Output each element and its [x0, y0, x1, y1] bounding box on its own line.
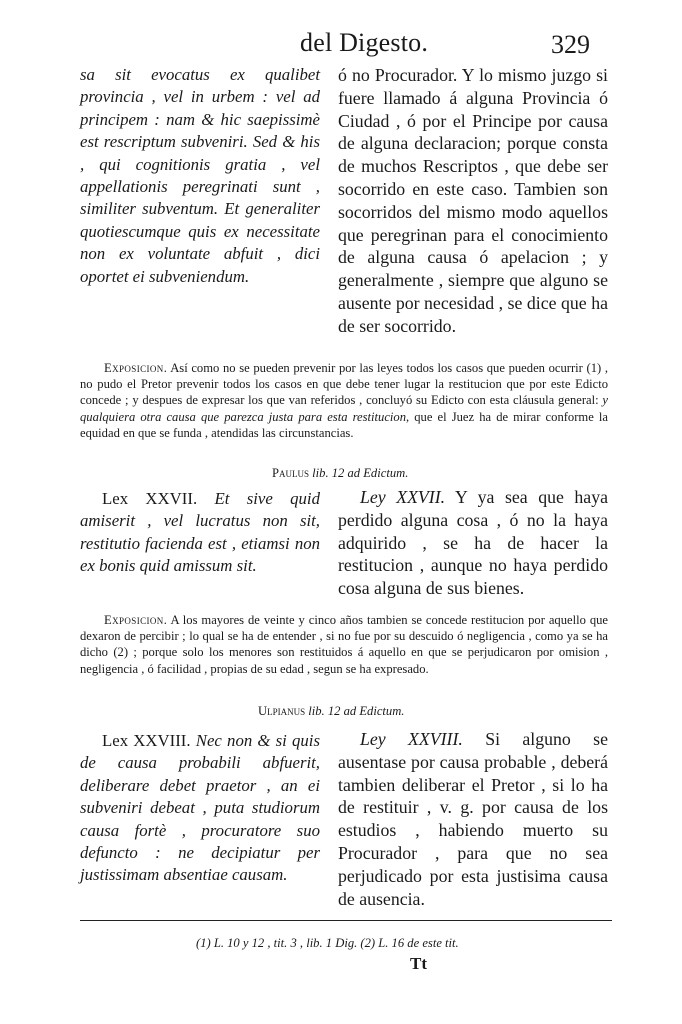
lex-28-latin	[80, 730, 320, 887]
source-attribution-ulpianus	[258, 704, 404, 719]
running-title: del Digesto.	[300, 28, 429, 57]
spanish-column-continued	[338, 64, 608, 338]
exposicion-text: A los mayores de veinte y cinco años tambien se concede restitucion por aquello que dexaron de percibir ; lo qual se ha de entender , si no fue por su descuido ó negligencia , como ya se ha dicho (2) ; porque solo los menores son restituidos á aquello en que se perjudicaron por omision , negligencia , ó facilidad , propias de su edad , segun se ha expresado.	[80, 613, 608, 676]
attribution-work: lib. 12 ad Edictum.	[305, 704, 405, 718]
lex-28-latin-text: Nec non & si quis de causa probabili abfuerit, deliberare debet praetor , an ei subveniri debeat , puta studiorum causa fortè , procuratore suo defuncto : ne decipiatur per justissimam absentiae causam.	[80, 731, 320, 885]
attribution-author: Ulpianus	[258, 704, 306, 718]
latin-column-continued	[80, 64, 320, 288]
lex-28-spanish	[338, 728, 608, 910]
signature-mark: Tt	[410, 954, 427, 973]
lex-27-spanish	[338, 486, 608, 600]
exposicion-label: Exposicion.	[104, 613, 168, 627]
exposicion-paragraph-2	[80, 612, 608, 677]
exposicion-italic-text: y qualquiera otra causa que parezca justa para esta restitucion	[80, 393, 608, 424]
lex-28-heading: Lex XXVIII.	[102, 731, 191, 750]
source-attribution-paulus	[272, 466, 408, 481]
lex-27-latin-text: Et sive quid amiserit , vel lucratus non sit, restitutio facienda est , etiamsi non ex bonis quid amissum sit.	[80, 489, 320, 576]
exposicion-text-end: , que el Juez ha de mirar conforme la equidad en que se funda , atendidas las circunstancias.	[80, 409, 608, 440]
ley-28-spanish-text: Si alguno se ausentase por causa probable , deberá tambien deliberar el Pretor , si lo ha de restituir , v. g. por causa de los estudios , habiendo muerto su Procurador , para que no sea perjudicado por esta justisima causa de ausencia.	[338, 729, 608, 909]
exposicion-text: Así como no se pueden prevenir por las leyes todos los casos que pueden ocurrir (1) , no pudo el Pretor prevenir todos los casos en que debe tener lugar la restitucion que por este Edicto concede ; y despues de expresar los que van referidos , concluyó su Edicto con esta cláusula general:	[80, 361, 608, 408]
footnote-rule	[80, 920, 612, 921]
attribution-author: Paulus	[272, 466, 310, 480]
latin-text: sa sit evocatus ex qualibet provincia , vel in urbem : vel ad principem : nam & hic saepissimè est rescriptum subveniri. Sed & his , qui cognitionis gratia , vel appellationis peregrinati sunt , similiter subventum. Et generaliter quotiescumque quis ex necessitate non ex voluntate abfuit , dici oportet ei subveniendum.	[80, 65, 320, 286]
exposicion-paragraph-1	[80, 360, 608, 441]
ley-28-heading: Ley XXVIII.	[360, 729, 463, 749]
page-number: 329	[551, 30, 590, 59]
ley-27-spanish-text: Y ya sea que haya perdido alguna cosa , ó no la haya adquirido , se ha de hacer la restitucion , aunque no haya perdido cosa alguna de sus bienes.	[338, 487, 608, 599]
lex-27-latin	[80, 488, 320, 578]
footnote: (1) L. 10 y 12 , tit. 3 , lib. 1 Dig. (2) L. 16 de este tit.	[196, 936, 459, 950]
attribution-work: lib. 12 ad Edictum.	[309, 466, 409, 480]
lex-27-heading: Lex XXVII.	[102, 489, 198, 508]
ley-27-heading: Ley XXVII.	[360, 487, 446, 507]
spanish-text: ó no Procurador. Y lo mismo juzgo si fuere llamado á alguna Provincia ó Ciudad , ó por el Principe por causa de alguna declaracion; porque consta de muchos Rescriptos , que debe ser socorrido en este caso. Tambien son socorridos del mismo modo aquellos que peregrinan para el conocimiento de alguna causa ó apelacion ; y generalmente , siempre que alguno se ausente por necesidad , se dice que ha de ser socorrido.	[338, 65, 608, 336]
exposicion-label: Exposicion.	[104, 361, 168, 375]
running-header	[80, 28, 600, 64]
